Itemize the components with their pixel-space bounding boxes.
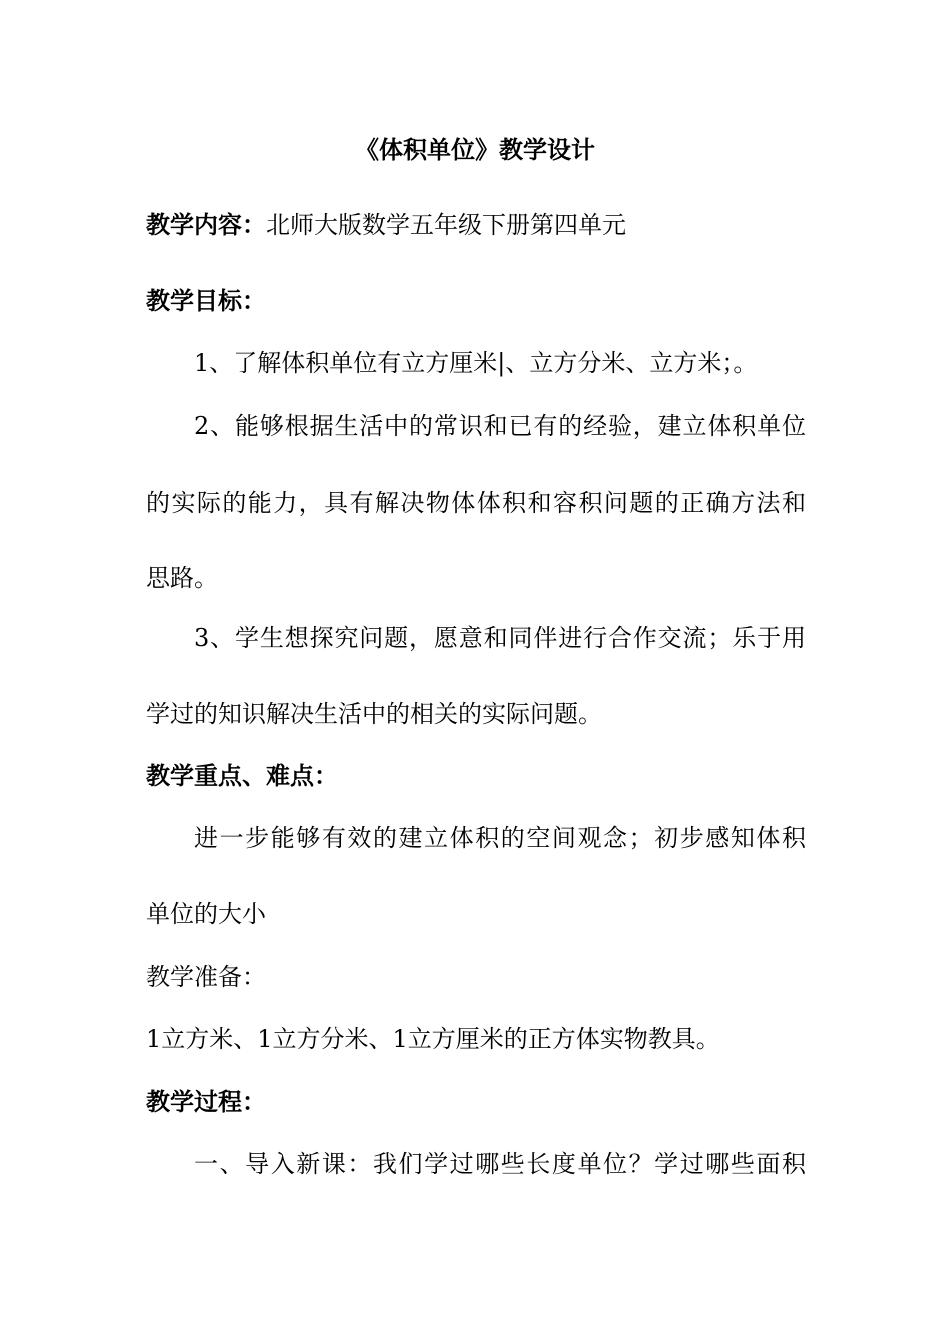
objective-3-line-1: 3、学生想探究问题，愿意和同伴进行合作交流；乐于用 (194, 624, 806, 652)
objective-2-line-2: 的实际的能力，具有解决物体体积和容积问题的正确方法和 (146, 489, 806, 517)
teaching-content-label: 教学内容： (146, 210, 266, 239)
objective-2-line-1: 2、能够根据生活中的常识和已有的经验，建立体积单位 (194, 412, 806, 440)
document-title: 《体积单位》教学设计 (355, 135, 595, 164)
teaching-content (146, 209, 806, 241)
objective-1: 1、了解体积单位有立方厘米|、立方分米、立方米；。 (194, 349, 758, 377)
process-line-1: 一、导入新课：我们学过哪些长度单位？学过哪些面积 (194, 1150, 806, 1178)
preparation-text: 1立方米、1立方分米、1立方厘米的正方体实物教具。 (146, 1025, 720, 1053)
preparation-heading: 教学准备： (146, 963, 266, 991)
teaching-content-value: 北师大版数学五年级下册第四单元 (266, 211, 626, 239)
process-heading: 教学过程： (146, 1087, 266, 1116)
objectives-heading: 教学目标： (146, 286, 266, 315)
objective-3-line-2: 学过的知识解决生活中的相关的实际问题。 (146, 700, 602, 728)
key-points-line-1: 进一步能够有效的建立体积的空间观念；初步感知体积 (194, 824, 806, 852)
objective-2-line-3: 思路。 (146, 564, 218, 592)
key-points-heading: 教学重点、难点： (146, 761, 338, 790)
key-points-line-2: 单位的大小 (146, 900, 266, 928)
